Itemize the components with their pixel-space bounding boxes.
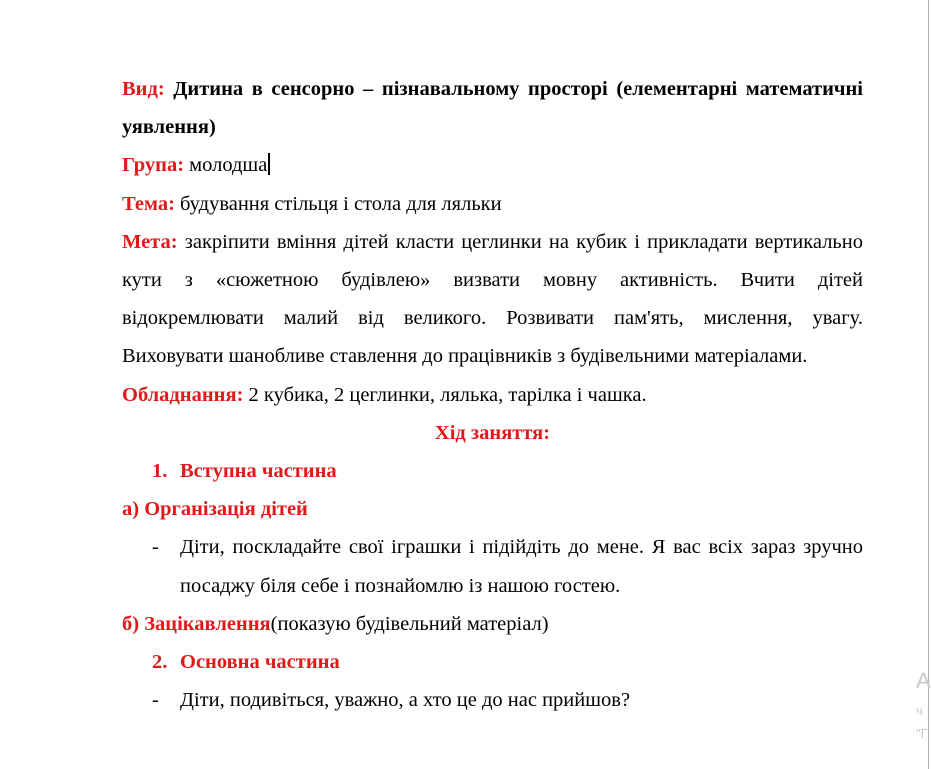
side-ghost-text-3: "Г (916, 726, 928, 741)
list-number-1: 1. (152, 460, 168, 483)
heading-khid: Хід заняття: (434, 421, 551, 444)
label-meta: Мета: (122, 230, 178, 253)
label-obladnannia: Обладнання: (122, 383, 244, 406)
text-obladnannia: 2 кубика, 2 цеглинки, лялька, тарілка і чашка. (248, 383, 647, 406)
text-hrupa: молодша (189, 154, 268, 177)
paragraph-hrupa (122, 146, 863, 184)
paragraph-vyd (122, 70, 863, 146)
text-meta: закріпити вміння дітей класти цеглинки на кубик і прикладати вертикально кути з «сюжетною будівлею» визвати мовну активність. Вчити дітей відокремлювати малий від великого. Розвивати пам'ять, мислення, увагу. Виховувати шанобливе ставлення до працівників з будівельними матеріалами. (122, 230, 863, 368)
document-body[interactable] (122, 70, 863, 719)
subheading-b (122, 605, 863, 643)
dash-text-2: Діти, подивіться, уважно, а хто це до нас прийшов? (180, 689, 631, 712)
text-vyd: Дитина в сенсорно – пізнавальному просторі (елементарні математичні уявлення) (122, 78, 863, 139)
text-cursor (268, 153, 270, 175)
side-ghost-text-2: ч (916, 703, 923, 718)
text-tema: будування стільця і стола для ляльки (180, 192, 502, 215)
page-edge-divider (928, 0, 929, 769)
dash-mark-1: - (152, 536, 159, 559)
label-tema: Тема: (122, 192, 175, 215)
subheading-a: а) Організація дітей (122, 498, 308, 521)
list-item-2 (122, 643, 863, 681)
side-ghost-text-1: А (916, 668, 931, 693)
dash-mark-2: - (152, 689, 159, 712)
label-hrupa: Група: (122, 154, 185, 177)
text-b: (показую будівельний матеріал) (270, 612, 549, 635)
list-item-1 (122, 452, 863, 490)
label-b: б) Зацікавлення (122, 612, 271, 635)
dash-item-2 (122, 681, 863, 719)
paragraph-meta (122, 223, 863, 376)
list-text-2: Основна частина (180, 651, 340, 674)
dash-text-1: Діти, поскладайте свої іграшки і підійдіть до мене. Я вас всіх зараз зручно посаджу біля себе і познайомлю із нашою гостею. (180, 536, 863, 597)
list-number-2: 2. (152, 651, 168, 674)
paragraph-obladnannia (122, 376, 863, 414)
list-text-1: Вступна частина (180, 460, 337, 483)
dash-item-1 (122, 528, 863, 604)
label-vyd: Вид: (122, 78, 165, 100)
paragraph-tema (122, 185, 863, 223)
